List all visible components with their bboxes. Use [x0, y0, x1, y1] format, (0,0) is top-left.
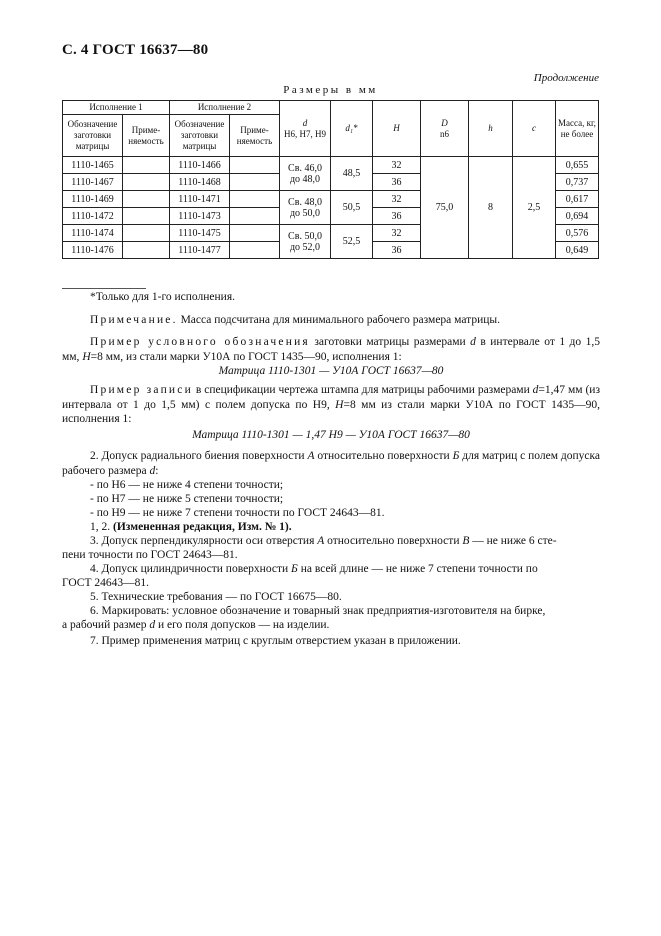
paragraph-6-cont: а рабочий размер d и его поля допусков — на изделии. [62, 619, 330, 631]
col-header-D: D n6 [421, 101, 469, 157]
paragraph-6: 6. Маркировать: условное обозначение и товарный знак предприятия-изготовителя на бирке, [90, 605, 546, 617]
paragraph-4: 4. Допуск цилиндричности поверхности Б на всей длине — не ниже 7 степени точности по [90, 563, 538, 575]
cell-prim-1 [123, 208, 170, 225]
cell-oboz-2: 1110-1468 [170, 174, 230, 191]
col-header-prim-1: Приме-няемость [123, 115, 170, 157]
example1-formula: Матрица 1110-1301 — У10А ГОСТ 16637—80 [218, 365, 444, 377]
example2-paragraph: Пример записи в спецификации чертежа штампа для матрицы рабочими размерами d=1,47 мм (из интервала от 1 до 1,5 мм) с полем допуска по Н9, Н=8 мм из стали марки У10А по ГОСТ 1435—90, исполнения 1: [62, 384, 600, 425]
col-header-h: h [469, 101, 513, 157]
paragraph-4-cont: ГОСТ 24643—81. [62, 577, 150, 589]
cell-mass: 0,737 [556, 174, 599, 191]
cell-oboz-2: 1110-1477 [170, 242, 230, 259]
tolerance-item: - по Н9 — не ниже 7 степени точности по ГОСТ 24643—81. [90, 507, 385, 519]
table-row [63, 157, 599, 174]
footnote: *Только для 1-го исполнения. [90, 291, 235, 303]
cell-oboz-1: 1110-1472 [63, 208, 123, 225]
cell-prim-2 [230, 225, 280, 242]
cell-d1: 52,5 [331, 225, 373, 259]
note: Примечание. Масса подсчитана для минимального рабочего размера матрицы. [90, 314, 500, 326]
cell-oboz-1: 1110-1467 [63, 174, 123, 191]
col-header-c: c [513, 101, 556, 157]
cell-oboz-1: 1110-1469 [63, 191, 123, 208]
cell-prim-1 [123, 242, 170, 259]
col-header-oboz-1: Обозначение заготовки матрицы [63, 115, 123, 157]
cell-mass: 0,694 [556, 208, 599, 225]
footnote-divider [62, 288, 146, 289]
continuation-label: Продолжение [533, 72, 599, 84]
paragraph-2: 2. Допуск радиального биения поверхности А относительно поверхности Б для матриц с полем допуска рабочего размера d: [62, 450, 601, 477]
specification-table [62, 100, 599, 259]
cell-d1: 50,5 [331, 191, 373, 225]
cell-h: 8 [469, 157, 513, 259]
cell-c: 2,5 [513, 157, 556, 259]
cell-prim-1 [123, 174, 170, 191]
cell-d1: 48,5 [331, 157, 373, 191]
cell-prim-2 [230, 191, 280, 208]
cell-H: 36 [373, 208, 421, 225]
paragraph-3: 3. Допуск перпендикулярности оси отверстия А относительно поверхности В — не ниже 6 сте- [90, 535, 557, 547]
cell-mass: 0,617 [556, 191, 599, 208]
cell-mass: 0,649 [556, 242, 599, 259]
cell-d-range: Св. 46,0 до 48,0 [280, 157, 331, 191]
paragraph-3-cont: пени точности по ГОСТ 24643—81. [62, 549, 238, 561]
cell-oboz-2: 1110-1466 [170, 157, 230, 174]
col-header-H: Н [373, 101, 421, 157]
group-header-1: Исполнение 1 [63, 101, 170, 115]
col-header-d: d Н6, Н7, Н9 [280, 101, 331, 157]
cell-H: 32 [373, 157, 421, 174]
cell-H: 32 [373, 225, 421, 242]
cell-prim-1 [123, 225, 170, 242]
cell-oboz-2: 1110-1475 [170, 225, 230, 242]
cell-prim-2 [230, 157, 280, 174]
tolerance-item: - по Н7 — не ниже 5 степени точности; [90, 493, 284, 505]
cell-mass: 0,576 [556, 225, 599, 242]
cell-d-range: Св. 50,0 до 52,0 [280, 225, 331, 259]
col-header-oboz-2: Обозначение заготовки матрицы [170, 115, 230, 157]
cell-prim-2 [230, 242, 280, 259]
dimensions-caption: Размеры в мм [283, 84, 378, 96]
cell-oboz-1: 1110-1474 [63, 225, 123, 242]
cell-d-range: Св. 48,0 до 50,0 [280, 191, 331, 225]
example2-formula: Матрица 1110-1301 — 1,47 Н9 — У10А ГОСТ 16637—80 [192, 429, 470, 441]
cell-mass: 0,655 [556, 157, 599, 174]
col-header-d1: d₁* [331, 101, 373, 157]
cell-prim-2 [230, 174, 280, 191]
cell-D: 75,0 [421, 157, 469, 259]
col-header-prim-2: Приме-няемость [230, 115, 280, 157]
col-header-mass: Масса, кг, не более [556, 101, 599, 157]
cell-prim-1 [123, 157, 170, 174]
group-header-2: Исполнение 2 [170, 101, 280, 115]
cell-oboz-2: 1110-1473 [170, 208, 230, 225]
revision-note: 1, 2. (Измененная редакция, Изм. № 1). [90, 521, 292, 533]
tolerance-item: - по Н6 — не ниже 4 степени точности; [90, 479, 284, 491]
cell-oboz-1: 1110-1465 [63, 157, 123, 174]
example1-paragraph: Пример условного обозначения заготовки матрицы размерами d в интервале от 1 до 1,5 мм, Н=8 мм, из стали марки У10А по ГОСТ 1435—90, исполнения 1: [62, 336, 600, 363]
cell-H: 36 [373, 174, 421, 191]
cell-H: 36 [373, 242, 421, 259]
cell-prim-1 [123, 191, 170, 208]
paragraph-7: 7. Пример применения матриц с круглым отверстием указан в приложении. [90, 635, 461, 647]
cell-oboz-2: 1110-1471 [170, 191, 230, 208]
page-header: С. 4 ГОСТ 16637—80 [62, 42, 209, 58]
cell-H: 32 [373, 191, 421, 208]
paragraph-5: 5. Технические требования — по ГОСТ 16675—80. [90, 591, 342, 603]
cell-oboz-1: 1110-1476 [63, 242, 123, 259]
cell-prim-2 [230, 208, 280, 225]
